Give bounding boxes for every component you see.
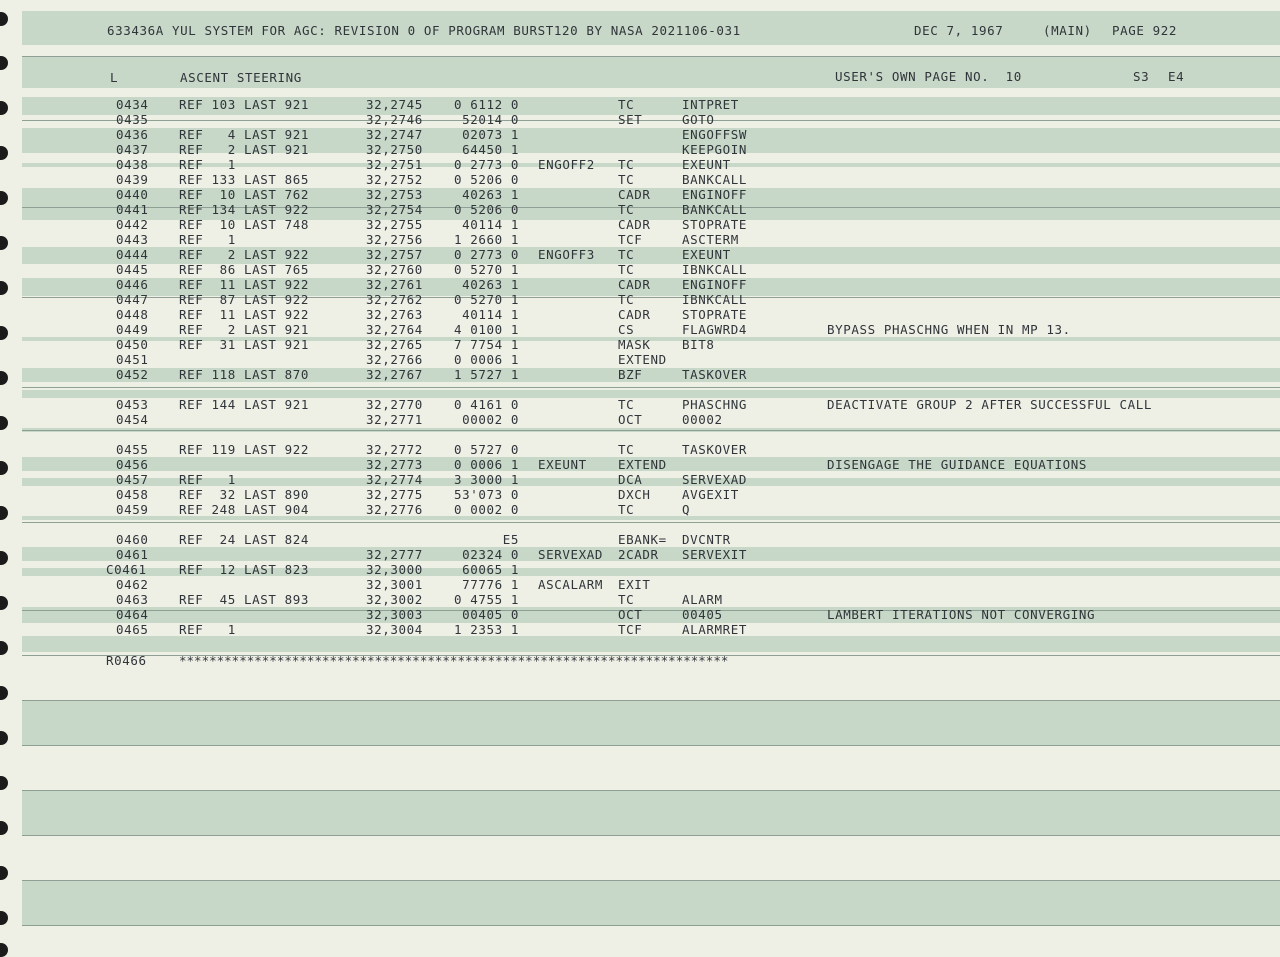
line-number: 0441 [116,202,149,217]
sheet-code-s: S3 [1133,69,1150,84]
paper-rule [22,700,1280,701]
paper-rule [22,745,1280,746]
tractor-feed-hole [0,281,8,295]
address: 32,2750 [366,142,423,157]
operand: SERVEXIT [682,547,748,562]
line-number: 0452 [116,367,149,382]
address: 32,2771 [366,412,423,427]
address: 32,2776 [366,502,423,517]
opcode: TC [618,202,635,217]
octal-code: 52014 0 [462,112,519,127]
opcode: CADR [618,277,651,292]
opcode: OCT [618,412,643,427]
reference: REF 45 LAST 893 [179,592,310,607]
tractor-feed-hole [0,911,8,925]
reference: REF 31 LAST 921 [179,337,310,352]
paper-rule [22,522,1280,523]
opcode: EXTEND [618,352,667,367]
reference: REF 119 LAST 922 [179,442,310,457]
tractor-feed-hole [0,596,8,610]
reference: REF 86 LAST 765 [179,262,310,277]
reference: REF 144 LAST 921 [179,397,310,412]
sheet-code-e: E4 [1168,69,1185,84]
opcode: 2CADR [618,547,659,562]
paper-rule [22,120,1280,121]
operand: ENGOFFSW [682,127,748,142]
section-title: ASCENT STEERING [180,70,302,85]
reference: REF 2 LAST 922 [179,247,310,262]
tractor-feed-hole [0,943,8,957]
opcode: CADR [618,187,651,202]
line-number: 0462 [116,577,149,592]
line-number: 0449 [116,322,149,337]
octal-code: 40114 1 [462,217,519,232]
address: 32,2774 [366,472,423,487]
opcode: TC [618,502,635,517]
paper-band [22,790,1280,835]
tractor-feed-hole [0,821,8,835]
line-number: 0440 [116,187,149,202]
address: 32,2772 [366,442,423,457]
log-marker: L [110,70,119,85]
operand: AVGEXIT [682,487,739,502]
comment: LAMBERT ITERATIONS NOT CONVERGING [827,607,1096,622]
reference: REF 87 LAST 922 [179,292,310,307]
reference: REF 12 LAST 823 [179,562,310,577]
reference: REF 32 LAST 890 [179,487,310,502]
operand: EXEUNT [682,157,731,172]
opcode: MASK [618,337,651,352]
octal-code: 0 0006 1 [453,352,519,367]
line-number: 0459 [116,502,149,517]
reference: REF 2 LAST 921 [179,142,310,157]
line-number: 0454 [116,412,149,427]
address: 32,2767 [366,367,423,382]
address: 32,2773 [366,457,423,472]
octal-code: 0 0006 1 [453,457,519,472]
operand: KEEPGOIN [682,142,748,157]
line-number: 0445 [116,262,149,277]
tractor-feed-hole [0,461,8,475]
operand: 00002 [682,412,723,427]
footer-stars: ************************************************************************* [179,653,729,668]
octal-code: 40263 1 [462,277,519,292]
opcode: OCT [618,607,643,622]
operand: 00405 [682,607,723,622]
octal-code: 1 2353 1 [453,622,519,637]
address: 32,3004 [366,622,423,637]
tractor-feed-hole [0,12,8,26]
address: 32,2754 [366,202,423,217]
operand: TASKOVER [682,367,748,382]
opcode: EXIT [618,577,651,592]
octal-code: 53'073 0 [453,487,519,502]
address: 32,2761 [366,277,423,292]
reference: REF 10 LAST 748 [179,217,310,232]
octal-code: 40263 1 [462,187,519,202]
address: 32,2777 [366,547,423,562]
tractor-feed-hole [0,146,8,160]
opcode: TC [618,592,635,607]
operand: INTPRET [682,97,739,112]
tractor-feed-hole [0,101,8,115]
octal-code: 0 0002 0 [453,502,519,517]
line-number: 0457 [116,472,149,487]
line-number: 0448 [116,307,149,322]
operand: FLAGWRD4 [682,322,748,337]
paper-rule [22,880,1280,881]
address: 32,2755 [366,217,423,232]
operand: ALARM [682,592,723,607]
address: 32,2764 [366,322,423,337]
reference: REF 10 LAST 762 [179,187,310,202]
opcode: TC [618,397,635,412]
octal-code: 00405 0 [462,607,519,622]
tractor-feed-hole [0,866,8,880]
paper-band [22,700,1280,745]
address: 32,2752 [366,172,423,187]
opcode: CADR [618,217,651,232]
address: 32,3002 [366,592,423,607]
operand: STOPRATE [682,307,748,322]
line-number: 0442 [116,217,149,232]
operand: IBNKCALL [682,262,748,277]
octal-code: 02324 0 [462,547,519,562]
reference: REF 103 LAST 921 [179,97,310,112]
address: 32,2762 [366,292,423,307]
paper-rule [22,430,1280,431]
main-marker: (MAIN) [1043,23,1092,38]
operand: SERVEXAD [682,472,748,487]
address: 32,2766 [366,352,423,367]
reference: REF 24 LAST 824 [179,532,310,547]
opcode: DCA [618,472,643,487]
operand: ALARMRET [682,622,748,637]
opcode: TCF [618,232,643,247]
comment: DISENGAGE THE GUIDANCE EQUATIONS [827,457,1088,472]
line-number: 0455 [116,442,149,457]
opcode: BZF [618,367,643,382]
address: 32,2763 [366,307,423,322]
reference: REF 2 LAST 921 [179,322,310,337]
opcode: TC [618,97,635,112]
symbol-label: ASCALARM [538,577,604,592]
operand: PHASCHNG [682,397,748,412]
operand: IBNKCALL [682,292,748,307]
operand: BANKCALL [682,172,748,187]
line-number: 0456 [116,457,149,472]
operand: GOTO [682,112,715,127]
address: 32,2770 [366,397,423,412]
reference: REF 1 [179,232,236,247]
octal-code: 0 6112 0 [453,97,519,112]
comment: BYPASS PHASCHNG WHEN IN MP 13. [827,322,1071,337]
octal-code: 0 4161 0 [453,397,519,412]
paper-rule [22,835,1280,836]
symbol-label: SERVEXAD [538,547,604,562]
line-number: 0451 [116,352,149,367]
paper-rule [22,56,1280,57]
operand: BANKCALL [682,202,748,217]
reference: REF 1 [179,157,236,172]
paper-rule [22,387,1280,388]
opcode: CS [618,322,635,337]
address: 32,2751 [366,157,423,172]
address: 32,2756 [366,232,423,247]
operand: ASCTERM [682,232,739,247]
line-number: 0438 [116,157,149,172]
octal-code: 0 2773 0 [453,247,519,262]
tractor-feed-hole [0,56,8,70]
opcode: EBANK= [618,532,667,547]
reference: REF 118 LAST 870 [179,367,310,382]
tractor-feed-hole [0,686,8,700]
opcode: TC [618,172,635,187]
paper-rule [22,925,1280,926]
address: 32,2746 [366,112,423,127]
page-number: PAGE 922 [1112,23,1178,38]
octal-code: 0 2773 0 [453,157,519,172]
comment: DEACTIVATE GROUP 2 AFTER SUCCESSFUL CALL [827,397,1153,412]
address: 32,2775 [366,487,423,502]
octal-code: 64450 1 [462,142,519,157]
address: 32,2747 [366,127,423,142]
line-number: 0458 [116,487,149,502]
line-number: 0439 [116,172,149,187]
paper-band [22,636,1280,652]
address: 32,2753 [366,187,423,202]
line-number: 0453 [116,397,149,412]
address: 32,3000 [366,562,423,577]
octal-code: 00002 0 [462,412,519,427]
octal-code: 77776 1 [462,577,519,592]
tractor-feed-hole [0,371,8,385]
symbol-label: ENGOFF3 [538,247,595,262]
octal-code: 0 5727 0 [453,442,519,457]
tractor-feed-hole [0,551,8,565]
octal-code: 3 3000 1 [453,472,519,487]
operand: BIT8 [682,337,715,352]
opcode: EXTEND [618,457,667,472]
opcode: DXCH [618,487,651,502]
line-number: 0460 [116,532,149,547]
operand: TASKOVER [682,442,748,457]
octal-code: 02073 1 [462,127,519,142]
operand: STOPRATE [682,217,748,232]
opcode: TC [618,262,635,277]
operand: Q [682,502,691,517]
listing-title: 633436A YUL SYSTEM FOR AGC: REVISION 0 OF PROGRAM BURST120 BY NASA 2021106-031 [107,23,741,38]
users-page-number: USER'S OWN PAGE NO. 10 [835,69,1022,84]
tractor-feed-hole [0,641,8,655]
octal-code: 0 4755 1 [453,592,519,607]
reference: REF 248 LAST 904 [179,502,310,517]
line-number: 0446 [116,277,149,292]
octal-code: 40114 1 [462,307,519,322]
reference: REF 4 LAST 921 [179,127,310,142]
address: 32,2745 [366,97,423,112]
line-number: 0464 [116,607,149,622]
paper-rule [22,790,1280,791]
reference: REF 133 LAST 865 [179,172,310,187]
line-number: 0461 [116,547,149,562]
octal-code: 1 5727 1 [453,367,519,382]
line-number: 0444 [116,247,149,262]
operand: DVCNTR [682,532,731,547]
address: 32,2760 [366,262,423,277]
address: 32,3001 [366,577,423,592]
print-date: DEC 7, 1967 [914,23,1004,38]
tractor-feed-hole [0,731,8,745]
address: 32,2757 [366,247,423,262]
reference: REF 1 [179,472,236,487]
symbol-label: EXEUNT [538,457,587,472]
line-number: 0435 [116,112,149,127]
octal-code: E5 [502,532,519,547]
line-number: 0447 [116,292,149,307]
octal-code: 60065 1 [462,562,519,577]
octal-code: 7 7754 1 [453,337,519,352]
tractor-feed-hole [0,191,8,205]
line-number: 0436 [116,127,149,142]
line-number: 0443 [116,232,149,247]
tractor-feed-hole [0,416,8,430]
reference: REF 11 LAST 922 [179,307,310,322]
operand: ENGINOFF [682,277,748,292]
address: 32,3003 [366,607,423,622]
opcode: TCF [618,622,643,637]
line-number: 0465 [116,622,149,637]
opcode: TC [618,442,635,457]
tractor-feed-hole [0,236,8,250]
line-number: 0450 [116,337,149,352]
operand: EXEUNT [682,247,731,262]
operand: ENGINOFF [682,187,748,202]
opcode: TC [618,292,635,307]
line-number: C0461 [106,562,147,577]
octal-code: 0 5270 1 [453,262,519,277]
octal-code: 0 5206 0 [453,202,519,217]
tractor-feed-hole [0,506,8,520]
tractor-feed-hole [0,776,8,790]
line-number: 0437 [116,142,149,157]
reference: REF 11 LAST 922 [179,277,310,292]
paper-band [22,880,1280,925]
footer-line-number: R0466 [106,653,147,668]
octal-code: 0 5270 1 [453,292,519,307]
opcode: CADR [618,307,651,322]
opcode: SET [618,112,643,127]
address: 32,2765 [366,337,423,352]
reference: REF 134 LAST 922 [179,202,310,217]
octal-code: 4 0100 1 [453,322,519,337]
symbol-label: ENGOFF2 [538,157,595,172]
line-number: 0463 [116,592,149,607]
octal-code: 0 5206 0 [453,172,519,187]
tractor-feed-hole [0,326,8,340]
opcode: TC [618,157,635,172]
opcode: TC [618,247,635,262]
reference: REF 1 [179,622,236,637]
line-number: 0434 [116,97,149,112]
octal-code: 1 2660 1 [453,232,519,247]
